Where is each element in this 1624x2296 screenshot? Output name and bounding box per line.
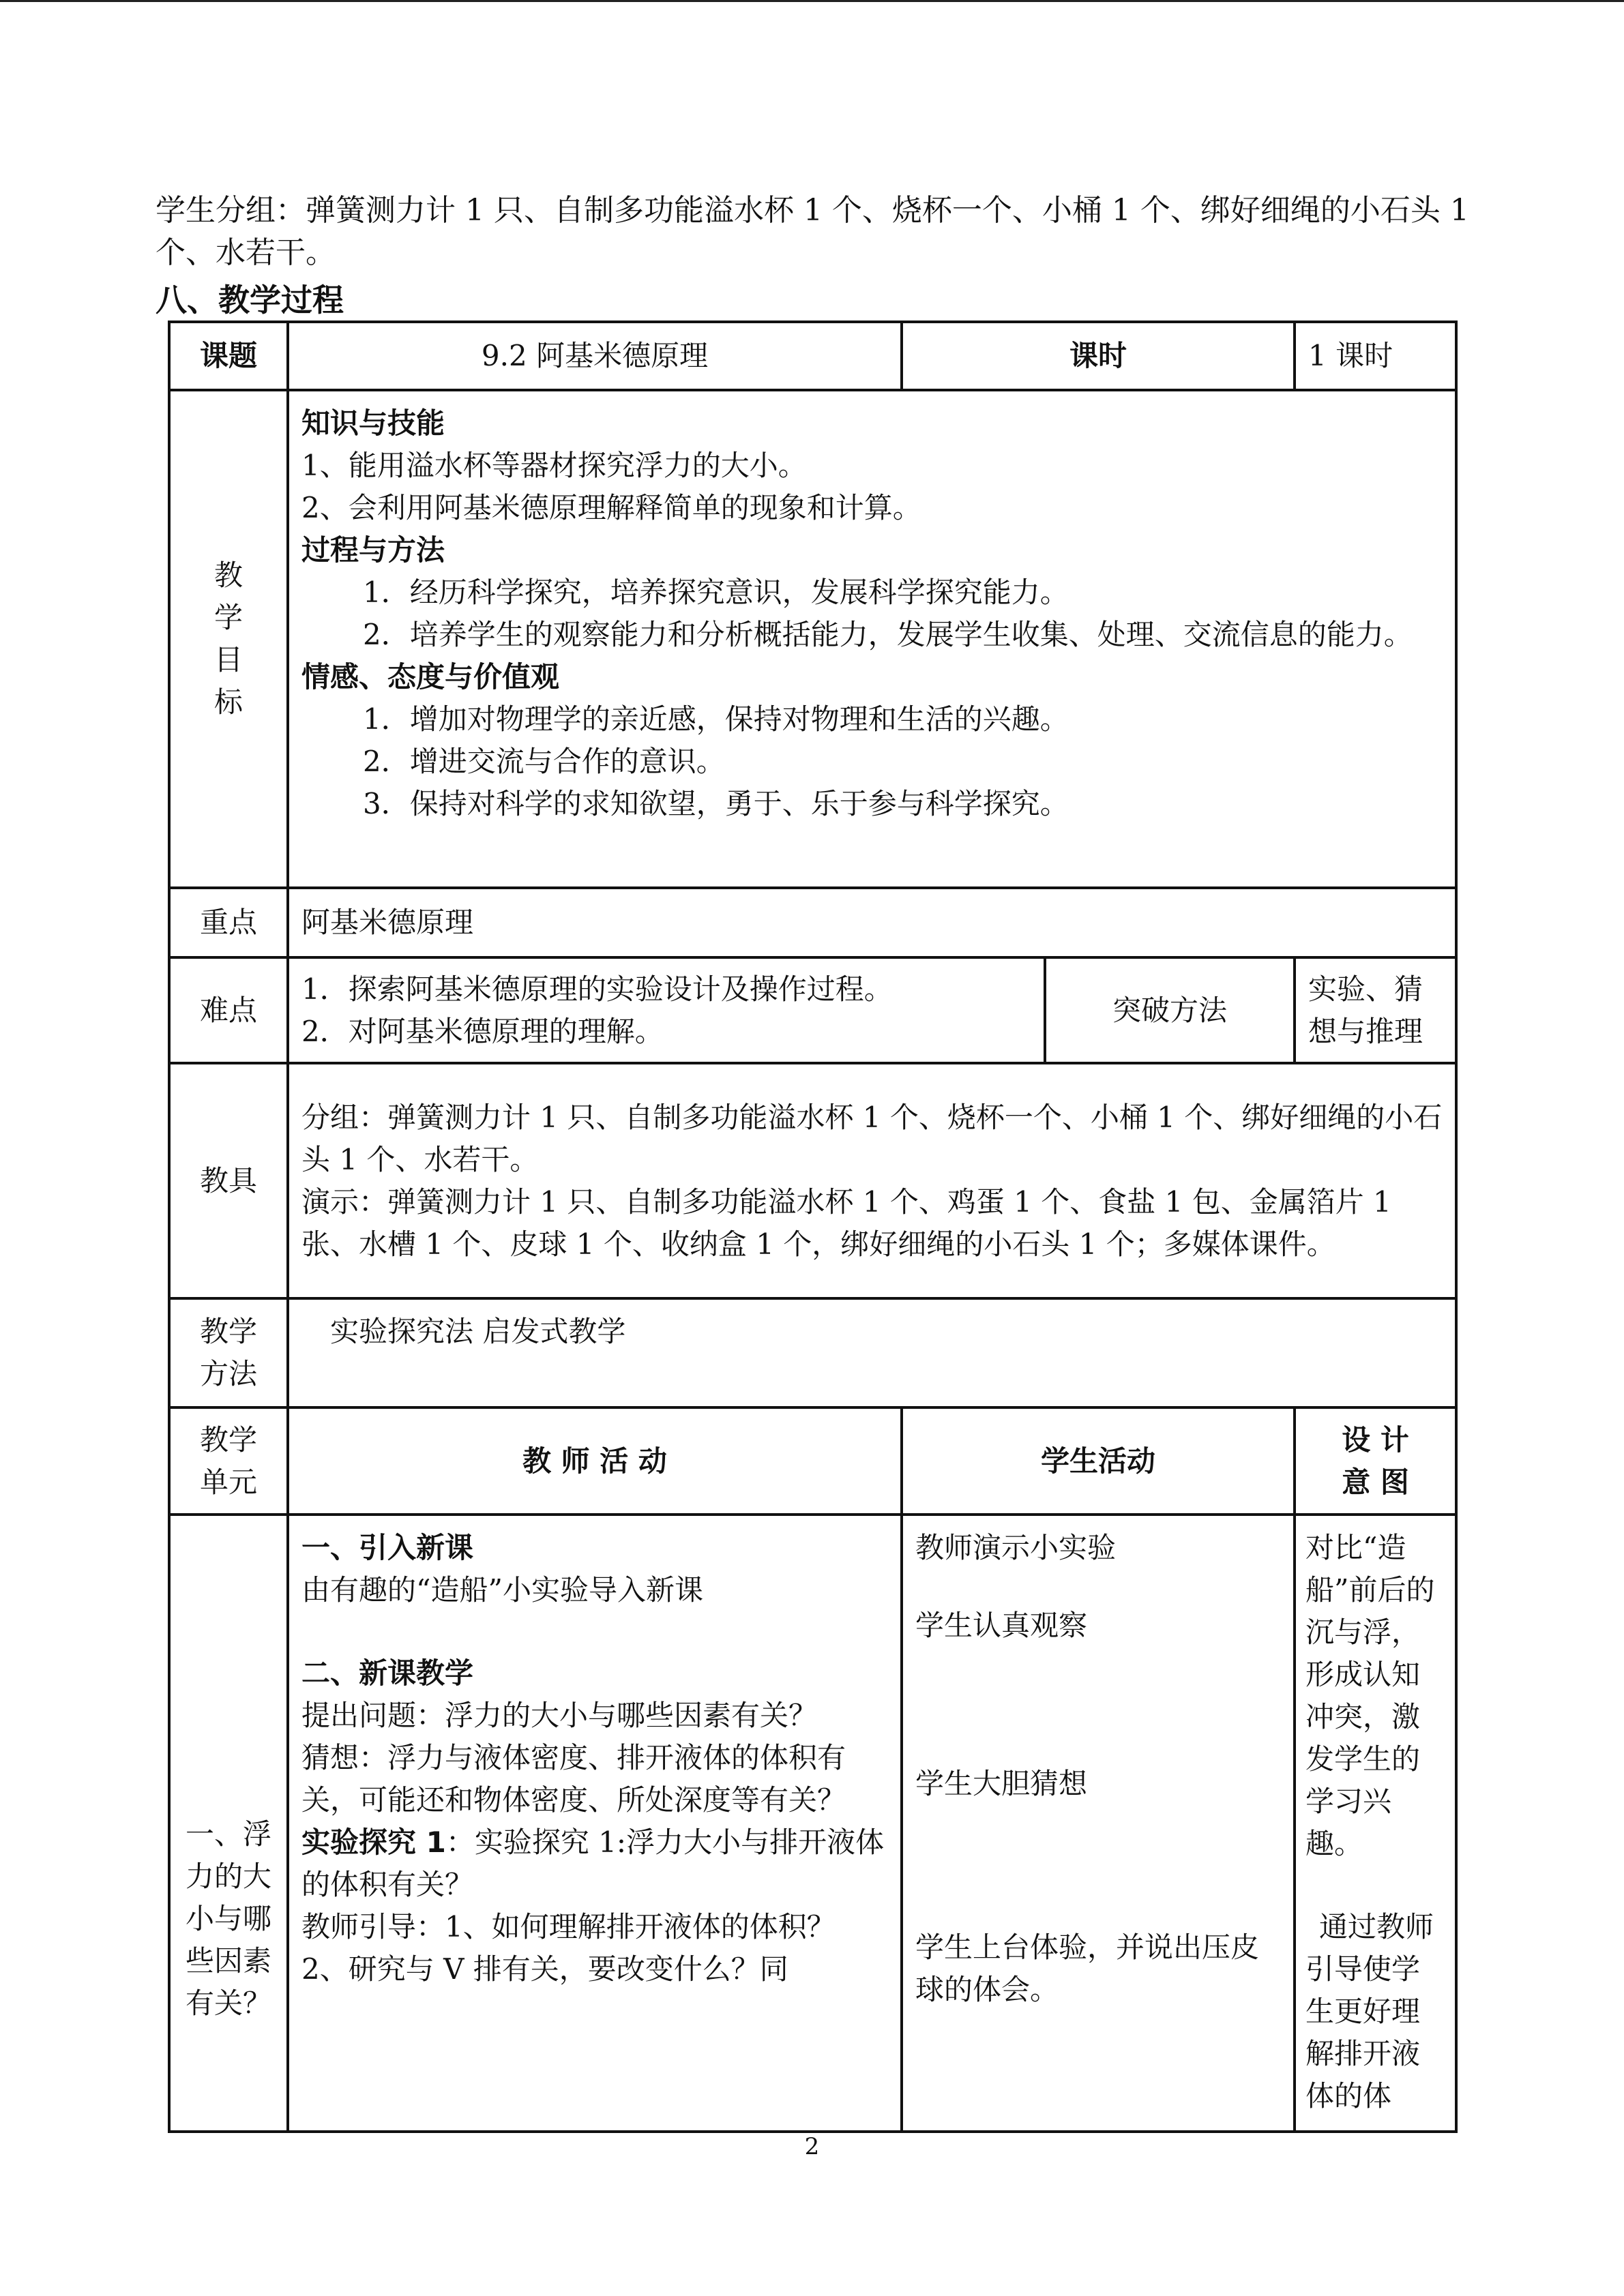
design-text: 通过教师引导使学生更好理解排开液体的体	[1305, 1910, 1434, 2113]
page-number: 2	[804, 2133, 820, 2160]
top-border	[0, 0, 1624, 2]
difficulty-item: 1．探索阿基米德原理的实验设计及操作过程。	[301, 972, 893, 1006]
design-text: 对比“造船”前后的沉与浮，形成认知冲突，激发学生的学习兴趣。	[1305, 1531, 1435, 1860]
method-breakthrough-value: 实验、猜想与推理	[1295, 957, 1456, 1063]
key-point-row	[169, 888, 1456, 957]
student-text: 学生认真观察	[915, 1609, 1088, 1642]
spacer	[915, 1569, 1281, 1605]
teacher-heading-intro: 一、引入新课	[301, 1531, 474, 1564]
equipment-demo: 演示：弹簧测力计 1 只、自制多功能溢水杯 1 个、鸡蛋 1 个、食盐 1 包、金属箔片 1 张、水槽 1 个、皮球 1 个、收纳盒 1 个，绑好细绳的小石头 1 个；多媒体课件。	[301, 1184, 1391, 1261]
unit1-label: 一、浮力的大小与哪些因素有关？	[185, 1817, 271, 2020]
spacer	[915, 1647, 1281, 1763]
equipment-content	[288, 1063, 1456, 1298]
experiment-1-label: 实验探究 1	[301, 1825, 446, 1859]
student-text: 教师演示小实验	[915, 1531, 1117, 1564]
objectives-row	[169, 390, 1456, 888]
design-intent-header-cell	[1295, 1407, 1456, 1515]
student-text: 学生上台体验，并说出压皮球的体会。	[915, 1930, 1260, 2006]
emotion-item: 2．增进交流与合作的意识。	[363, 745, 725, 778]
activity-header-row	[169, 1407, 1456, 1515]
emotion-item: 3．保持对科学的求知欲望，勇于、乐于参与科学探究。	[363, 787, 1069, 820]
teacher-heading-new: 二、新课教学	[301, 1656, 474, 1690]
teacher-text: 2、研究与 V 排有关，要改变什么？同	[301, 1952, 788, 1986]
spacer	[915, 1805, 1281, 1926]
emotion-item: 1．增加对物理学的亲近感，保持对物理和生活的兴趣。	[363, 702, 1069, 736]
section-heading: 八、教学过程	[156, 282, 344, 318]
experiment-1	[301, 1821, 888, 1906]
difficulty-label: 难点	[169, 957, 288, 1063]
difficulty-row	[169, 957, 1456, 1063]
objectives-content	[288, 390, 1456, 888]
equipment-group: 分组：弹簧测力计 1 只、自制多功能溢水杯 1 个、烧杯一个、小桶 1 个、绑好细绳的小石头 1 个、水若干。	[301, 1100, 1443, 1176]
period-value: 1 课时	[1295, 322, 1456, 390]
unit1-label-cell	[169, 1515, 288, 2132]
unit-header: 教学单元	[199, 1422, 257, 1499]
teacher-text: 教师引导：1、如何理解排开液体的体积？	[301, 1910, 836, 1943]
objectives-label: 教学目标	[213, 558, 243, 719]
process-item: 1．经历科学探究，培养探究意识，发展科学探究能力。	[363, 576, 1069, 609]
teacher-text: 提出问题：浮力的大小与哪些因素有关？	[301, 1699, 818, 1732]
teacher-activity-header: 教 师 活 动	[288, 1407, 902, 1515]
unit1-student-activity	[902, 1515, 1295, 2132]
equipment-label: 教具	[169, 1063, 288, 1298]
lesson-plan-table	[168, 320, 1458, 2133]
objectives-label-cell	[169, 390, 288, 888]
unit1-row	[169, 1515, 1456, 2132]
experiment-1-text: ：实验探究 1:浮力大小与排开液体的体积有关？	[301, 1825, 885, 1901]
spacer	[301, 1611, 888, 1652]
equipment-row	[169, 1063, 1456, 1298]
student-text: 学生大胆猜想	[915, 1767, 1088, 1800]
knowledge-item: 2、会利用阿基米德原理解释简单的现象和计算。	[301, 491, 921, 524]
topic-value: 9.2 阿基米德原理	[288, 322, 902, 390]
topic-row	[169, 322, 1456, 390]
difficulty-item: 2．对阿基米德原理的理解。	[301, 1014, 664, 1048]
difficulty-content	[288, 957, 1045, 1063]
process-title: 过程与方法	[301, 533, 445, 567]
knowledge-title: 知识与技能	[301, 406, 445, 440]
method-label-cell	[169, 1298, 288, 1407]
method-row	[169, 1298, 1456, 1407]
emotion-title: 情感、态度与价值观	[301, 660, 560, 694]
unit-header-cell	[169, 1407, 288, 1515]
student-activity-header: 学生活动	[902, 1407, 1295, 1515]
method-label: 教学方法	[199, 1315, 257, 1390]
key-point-value: 阿基米德原理	[288, 888, 1456, 957]
method-value: 实验探究法 启发式教学	[288, 1298, 1456, 1407]
teacher-text: 由有趣的“造船”小实验导入新课	[301, 1573, 703, 1607]
period-label: 课时	[902, 322, 1295, 390]
unit1-teacher-activity	[288, 1515, 902, 2132]
key-point-label: 重点	[169, 888, 288, 957]
process-item: 2．培养学生的观察能力和分析概括能力，发展学生收集、处理、交流信息的能力。	[363, 618, 1413, 651]
knowledge-item: 1、能用溢水杯等器材探究浮力的大小。	[301, 449, 807, 482]
teacher-text: 猜想：浮力与液体密度、排开液体的体积有关，可能还和物体密度、所处深度等有关？	[301, 1741, 846, 1817]
spacer	[1305, 1865, 1445, 1906]
design-intent-header: 设 计 意 图	[1342, 1422, 1409, 1499]
unit1-design-intent	[1295, 1515, 1456, 2132]
topic-label: 课题	[169, 322, 288, 390]
method-breakthrough-label: 突破方法	[1045, 957, 1295, 1063]
student-group-materials: 学生分组：弹簧测力计 1 只、自制多功能溢水杯 1 个、烧杯一个、小桶 1 个、绑好细绳的小石头 1 个、水若干。	[156, 193, 1469, 270]
